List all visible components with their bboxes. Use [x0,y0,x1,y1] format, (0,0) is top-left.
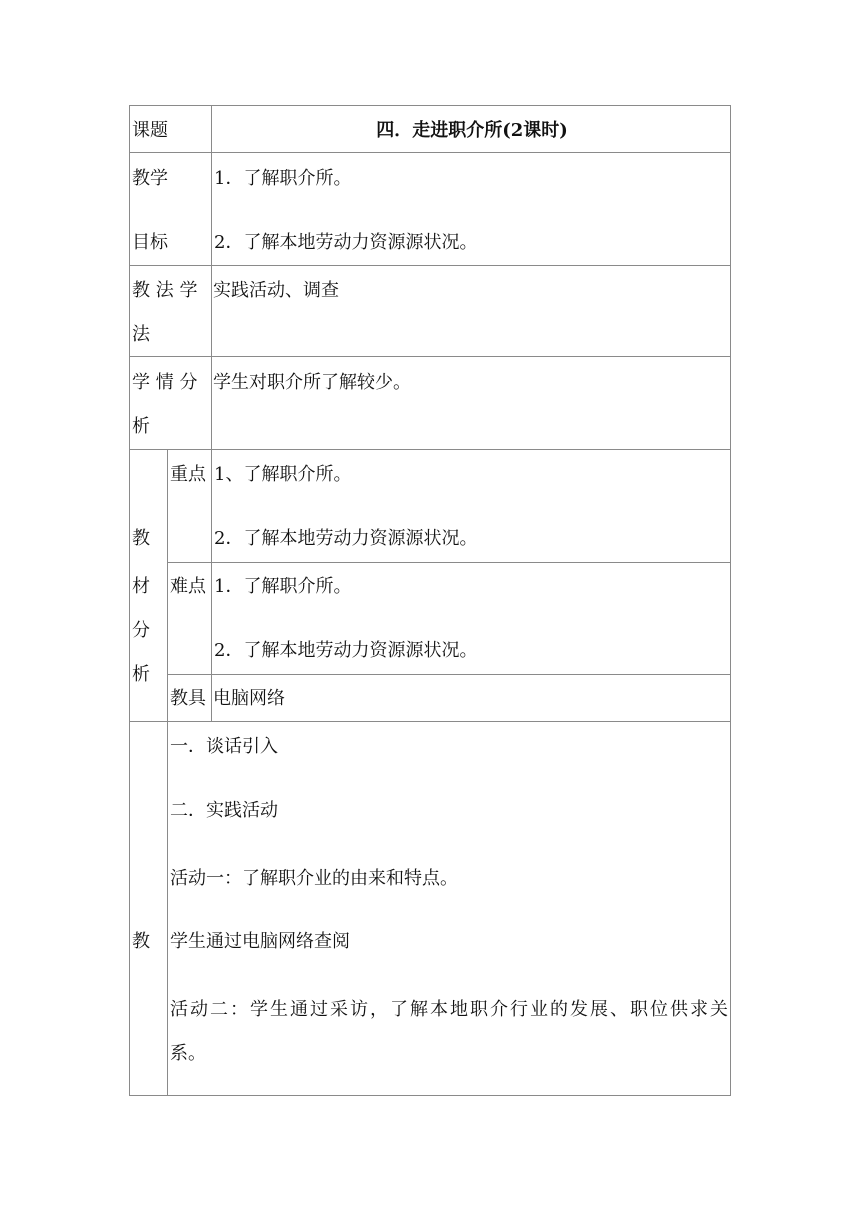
objective-item: 2．了解本地劳动力资源源状况。 [214,232,478,253]
objectives-label-line1: 教学 [132,168,168,189]
analysis-label-line1: 学 情 分 [132,372,198,393]
table-border-bottom [129,1095,731,1096]
table-border-left [129,105,130,1095]
row-divider [129,152,731,153]
material-label-char: 教 [132,528,150,549]
material-label-char: 析 [132,664,150,685]
lesson-title: 四．走进职介所(2课时) [376,120,568,141]
table-border-right [730,105,731,1095]
row-divider [167,562,731,563]
process-step: 学生通过电脑网络查阅 [170,931,350,952]
methods-text: 实践活动、调查 [213,280,339,301]
process-step: 系。 [170,1043,206,1064]
process-label: 教 [132,931,150,952]
process-step: 一．谈话引入 [170,736,278,757]
table-border-top [129,105,731,106]
row-divider [129,721,731,722]
methods-label-line1: 教 法 学 [132,280,198,301]
row-divider [129,449,731,450]
analysis-label-line2: 析 [132,416,150,437]
key-point-item: 2．了解本地劳动力资源源状况。 [214,528,478,549]
row-divider [129,265,731,266]
column-divider [211,449,212,721]
row-divider [167,674,731,675]
tools-text: 电脑网络 [213,688,285,709]
objective-item: 1．了解职介所。 [214,168,352,189]
methods-label-line2: 法 [132,324,150,345]
topic-label: 课题 [132,120,168,141]
difficulty-item: 2．了解本地劳动力资源源状况。 [214,640,478,661]
process-step: 活动一：了解职介业的由来和特点。 [170,868,458,889]
key-points-label: 重点 [170,464,206,485]
column-divider [211,105,212,449]
objectives-label-line2: 目标 [132,232,168,253]
process-step: 二．实践活动 [170,800,278,821]
analysis-text: 学生对职介所了解较少。 [213,372,411,393]
difficulty-item: 1．了解职介所。 [214,576,352,597]
material-label-char: 分 [132,620,150,641]
column-divider [167,449,168,1095]
material-label-char: 材 [132,576,150,597]
process-step: 活动二：学生通过采访，了解本地职介行业的发展、职位供求关 [170,999,728,1020]
difficulties-label: 难点 [170,576,206,597]
tools-label: 教具 [170,688,206,709]
row-divider [129,356,731,357]
key-point-item: 1、了解职介所。 [214,464,352,485]
